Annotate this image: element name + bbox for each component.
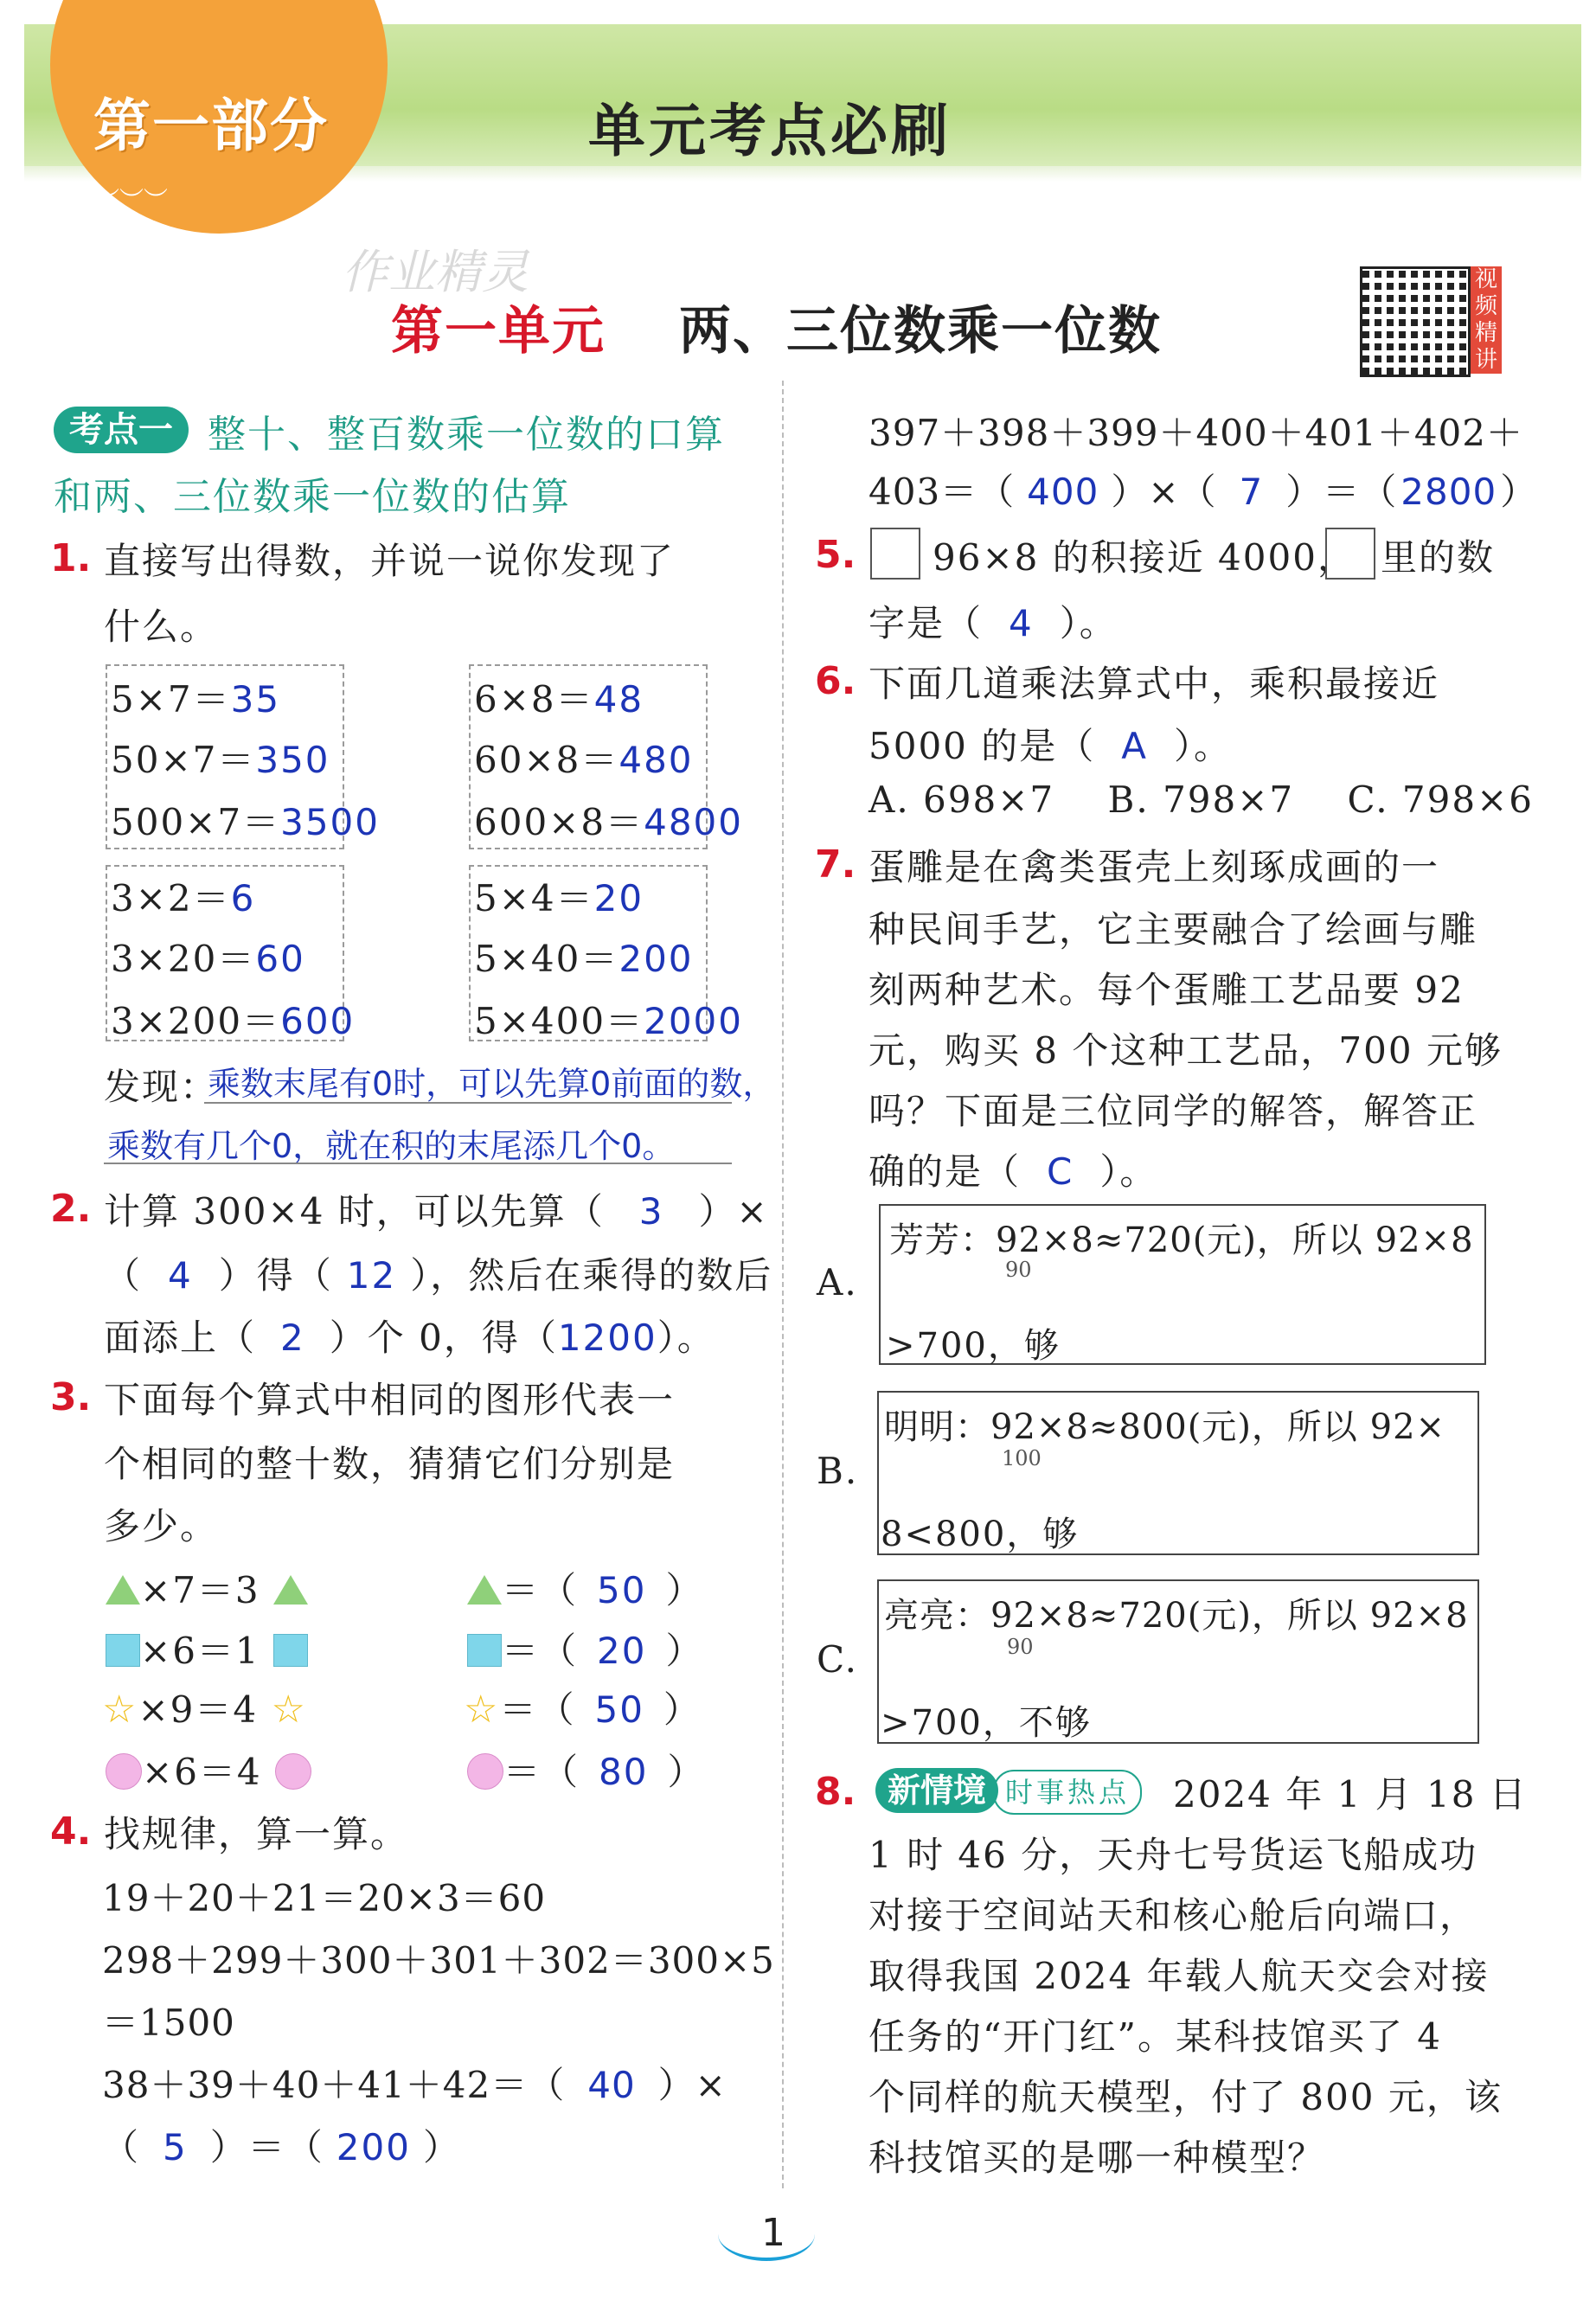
- new-scenario-badge: 新情境: [875, 1768, 998, 1813]
- q3-row: ×7＝3: [106, 1562, 308, 1614]
- answer: 1200: [557, 1316, 657, 1359]
- answer: 7: [1239, 471, 1264, 513]
- q3-row: ×6＝4: [106, 1744, 311, 1796]
- q7-option-label: B.: [817, 1450, 859, 1492]
- q4-line: 298＋299＋300＋301＋302＝300×5: [102, 1939, 775, 1982]
- unit-title: 第一单元: [391, 301, 606, 362]
- answer: 2: [280, 1316, 305, 1359]
- current-events-tag: 时事热点: [993, 1770, 1142, 1815]
- answer: 200: [336, 2126, 411, 2168]
- q8-text: 2024 年 1 月 18 日: [1173, 1773, 1528, 1816]
- triangle-icon: [106, 1575, 140, 1605]
- q1-text: 什么。: [104, 605, 219, 648]
- q3-text: 下面每个算式中相同的图形代表一: [104, 1379, 676, 1421]
- q8-text: 1 时 46 分，天舟七号货运飞船成功: [869, 1834, 1478, 1876]
- q8-text: 个同样的航天模型，付了 800 元，该: [869, 2076, 1503, 2118]
- answer: 4800: [644, 801, 743, 843]
- approx-value: 100: [1002, 1446, 1042, 1470]
- star-icon: ☆: [102, 1688, 138, 1732]
- q4-number: 4.: [50, 1810, 92, 1854]
- answer: 350: [255, 739, 330, 781]
- answer: 3500: [280, 801, 380, 843]
- answer: 600: [280, 1000, 356, 1042]
- square-icon: [467, 1634, 502, 1667]
- q4-line: ＝1500: [102, 2002, 235, 2044]
- q8-text: 科技馆买的是哪一种模型？: [869, 2136, 1326, 2179]
- q1-number: 1.: [50, 536, 92, 580]
- circle-icon: [106, 1753, 142, 1790]
- page-number: 1: [761, 2211, 785, 2255]
- q7-option-line: 亮亮：92×8≈720(元)，所以 92×8: [884, 1596, 1469, 1636]
- q1-find-answer: 乘数末尾有0时，可以先算0前面的数，: [208, 1065, 776, 1103]
- q3-answer-row: ＝（ 80 ）: [467, 1744, 705, 1796]
- q1-expr: 3×2＝6: [111, 877, 256, 919]
- answer: 4: [168, 1254, 193, 1297]
- answer: 60: [255, 938, 305, 980]
- q7-number: 7.: [815, 842, 856, 887]
- qr-side-char: 频: [1474, 293, 1497, 319]
- q5-text: 96×8 的积接近 4000，: [933, 536, 1356, 579]
- approx-value: 90: [1007, 1635, 1034, 1659]
- q7-text: 确的是（ C ）。: [869, 1150, 1158, 1193]
- answer: 5: [163, 2126, 188, 2168]
- square-icon: [273, 1634, 308, 1667]
- unit-subtitle: 两、三位数乘一位数: [679, 301, 1162, 362]
- q7-text: 元，购买 8 个这种工艺品，700 元够: [869, 1029, 1503, 1072]
- q3-answer-row: ☆＝（ 50 ）: [464, 1688, 702, 1732]
- answer: 200: [619, 938, 694, 980]
- q1-expr: 5×40＝200: [474, 938, 694, 980]
- wave-icon: ︶︶︶: [95, 186, 169, 215]
- q1-expr: 500×7＝3500: [111, 801, 380, 843]
- answer: 20: [597, 1630, 647, 1672]
- answer: A: [1121, 725, 1148, 767]
- q2-line: 计算 300×4 时，可以先算（ 3 ）×: [104, 1190, 769, 1233]
- answer: C: [1047, 1150, 1074, 1193]
- answer: 50: [597, 1569, 647, 1611]
- q3-text: 个相同的整十数，猜猜它们分别是: [104, 1443, 676, 1485]
- q6-text: 5000 的是（ A ）。: [869, 725, 1232, 767]
- answer: 35: [230, 678, 281, 721]
- q7-option-line: 明明：92×8≈800(元)，所以 92×: [884, 1407, 1446, 1447]
- star-icon: ☆: [464, 1688, 500, 1732]
- q3-number: 3.: [50, 1375, 92, 1419]
- blank-box: [1325, 528, 1375, 580]
- answer: 400: [1027, 471, 1099, 513]
- q8-number: 8.: [815, 1770, 856, 1814]
- circle-icon: [467, 1753, 503, 1790]
- answer: 80: [599, 1751, 649, 1793]
- triangle-icon: [467, 1575, 502, 1605]
- q8-text: 取得我国 2024 年载人航天交会对接: [869, 1955, 1490, 1997]
- q1-expr: 3×20＝60: [111, 938, 305, 980]
- q4-line: （ 5 ）＝（ 200 ）: [102, 2126, 461, 2168]
- qr-side-char: 精: [1474, 320, 1497, 346]
- answer: 6: [230, 877, 256, 919]
- answer: 480: [619, 739, 694, 781]
- column-divider: [782, 381, 784, 2188]
- q3-text: 多少。: [104, 1505, 219, 1547]
- kaodian-title-line1: 整十、整百数乘一位数的口算: [208, 413, 725, 457]
- q1-text: 直接写出得数，并说一说你发现了: [104, 540, 676, 582]
- q3-answer-row: ＝（ 20 ）: [467, 1623, 703, 1675]
- kaodian-badge: 考点一: [54, 407, 189, 453]
- blank-box: [870, 528, 920, 580]
- q3-row: ×6＝1: [106, 1623, 308, 1675]
- q1-expr: 3×200＝600: [111, 1000, 356, 1042]
- q7-text: 蛋雕是在禽类蛋壳上刻琢成画的一: [869, 846, 1440, 888]
- q7-option-label: C.: [817, 1638, 858, 1681]
- q1-expr: 60×8＝480: [474, 739, 694, 781]
- q4-line: 403＝（ 400 ）×（ 7 ）＝（2800）: [869, 471, 1538, 513]
- approx-value: 90: [1005, 1258, 1032, 1282]
- q7-option-line: 芳芳：92×8≈720(元)，所以 92×8: [889, 1220, 1474, 1260]
- answer: 48: [593, 678, 644, 721]
- q7-option-line: >700，不够: [881, 1703, 1092, 1743]
- square-icon: [106, 1634, 140, 1667]
- q6-options: A. 698×7 B. 798×7 C. 798×6: [869, 778, 1534, 821]
- answer: 50: [594, 1688, 644, 1731]
- triangle-icon: [273, 1575, 308, 1605]
- q3-row: ☆×9＝4 ☆: [102, 1688, 307, 1732]
- answer: 20: [593, 877, 644, 919]
- video-lecture-label: [1471, 266, 1502, 374]
- answer: 2800: [1401, 471, 1497, 513]
- q2-number: 2.: [50, 1187, 92, 1231]
- q7-option-line: 8<800，够: [881, 1515, 1080, 1554]
- q1-expr: 5×4＝20: [474, 877, 644, 919]
- q8-text: 对接于空间站天和核心舱后向端口，: [869, 1894, 1478, 1937]
- q5-text: 里的数: [1381, 536, 1496, 579]
- answer: 3: [638, 1190, 664, 1233]
- q8-text: 任务的“开门红”。某科技馆买了 4: [869, 2015, 1443, 2058]
- q4-title: 找规律，算一算。: [104, 1813, 409, 1855]
- q1-expr: 6×8＝48: [474, 678, 644, 721]
- q1-find-answer: 乘数有几个0，就在积的末尾添几个0。: [107, 1127, 676, 1165]
- q5-text: 字是（ 4 ）。: [869, 602, 1118, 644]
- star-icon: ☆: [271, 1688, 307, 1732]
- answer-line: [204, 1102, 732, 1104]
- answer: 2000: [644, 1000, 743, 1042]
- q1-expr: 5×7＝35: [111, 678, 281, 721]
- q1-expr: 50×7＝350: [111, 739, 330, 781]
- q7-text: 种民间手艺，它主要融合了绘画与雕: [869, 908, 1478, 951]
- q4-line: 397＋398＋399＋400＋401＋402＋: [869, 412, 1523, 454]
- q2-line: 面添上（ 2 ）个 0，得（1200）。: [104, 1316, 715, 1359]
- q6-text: 下面几道乘法算式中，乘积最接近: [869, 663, 1440, 705]
- q4-line: 38＋39＋40＋41＋42＝（ 40 ）×: [102, 2064, 727, 2106]
- q4-line: 19＋20＋21＝20×3＝60: [102, 1877, 547, 1919]
- part-label: 第一部分: [93, 93, 329, 159]
- q5-number: 5.: [815, 533, 856, 577]
- q1-expr: 600×8＝4800: [474, 801, 743, 843]
- q7-text: 吗？下面是三位同学的解答，解答正: [869, 1090, 1478, 1132]
- qr-side-char: 讲: [1474, 347, 1497, 373]
- q3-answer-row: ＝（ 50 ）: [467, 1562, 703, 1614]
- header-title: 单元考点必刷: [588, 98, 952, 164]
- circle-icon: [275, 1753, 311, 1790]
- q1-expr: 5×400＝2000: [474, 1000, 743, 1042]
- qr-side-char: 视: [1474, 266, 1497, 292]
- q6-number: 6.: [815, 659, 856, 703]
- q7-option-line: >700，够: [886, 1326, 1061, 1366]
- q7-option-label: A.: [817, 1261, 858, 1304]
- watermark: 作业精灵: [342, 245, 529, 299]
- answer-line: [104, 1163, 732, 1164]
- answer: 12: [346, 1254, 397, 1297]
- kaodian-title-line2: 和两、三位数乘一位数的估算: [54, 475, 571, 519]
- answer: 40: [587, 2064, 636, 2106]
- q2-line: （ 4 ）得（ 12 ），然后在乘得的数后: [104, 1254, 773, 1297]
- answer: 4: [1009, 602, 1034, 644]
- q7-text: 刻两种艺术。每个蛋雕工艺品要 92: [869, 969, 1465, 1011]
- q1-find-label: 发现：: [104, 1066, 219, 1108]
- qr-code-icon[interactable]: [1360, 266, 1471, 377]
